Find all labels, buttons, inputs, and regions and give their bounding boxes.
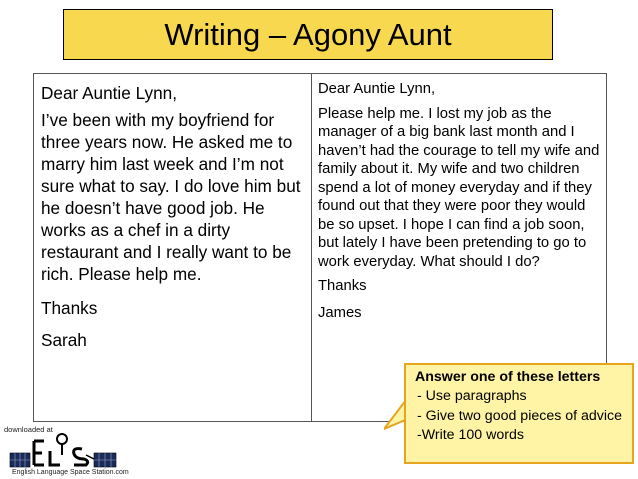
letter-signature: James bbox=[318, 304, 362, 321]
callout-title: Answer one of these letters bbox=[415, 369, 601, 385]
logo-bottom-text: English Language Space Station.com bbox=[12, 469, 129, 476]
letter-body: I’ve been with my boyfriend for three years now. He asked me to marry him last week and I’m not sure what to say. I do love him but he doesn’t have good job. He works as a chef in a dirty restaurant and I really want to be rich. Please help me. bbox=[41, 110, 301, 284]
title-banner bbox=[63, 9, 553, 60]
site-logo bbox=[2, 417, 132, 479]
letter-signature: Sarah bbox=[41, 330, 87, 350]
letter-closing: Thanks bbox=[318, 278, 367, 294]
instruction-item: -Write 100 words bbox=[417, 427, 524, 444]
column-divider bbox=[311, 74, 312, 421]
satellite-logo-icon bbox=[2, 431, 132, 469]
letter-greeting: Dear Auntie Lynn, bbox=[318, 81, 436, 97]
letter-closing: Thanks bbox=[41, 298, 98, 318]
letter-greeting: Dear Auntie Lynn, bbox=[41, 83, 177, 103]
letter-body: Please help me. I lost my job as the manager of a big bank last month and I haven’t had the courage to tell my wife and family about it. My wife and two children spend a lot of money everyday and if they found out that they were poor they would be so upset. I hope I can find a job soon, but lately I have been pretending to go to work everyday. What should I do? bbox=[318, 105, 600, 270]
logo-top-text: downloaded at bbox=[4, 425, 53, 434]
letter-sarah bbox=[41, 82, 305, 356]
instructions-callout bbox=[404, 363, 634, 464]
instruction-item: - Give two good pieces of advice bbox=[417, 407, 623, 424]
instruction-item: - Use paragraphs bbox=[417, 388, 527, 405]
page-title: Writing – Agony Aunt bbox=[164, 16, 452, 52]
letter-james bbox=[318, 80, 603, 328]
